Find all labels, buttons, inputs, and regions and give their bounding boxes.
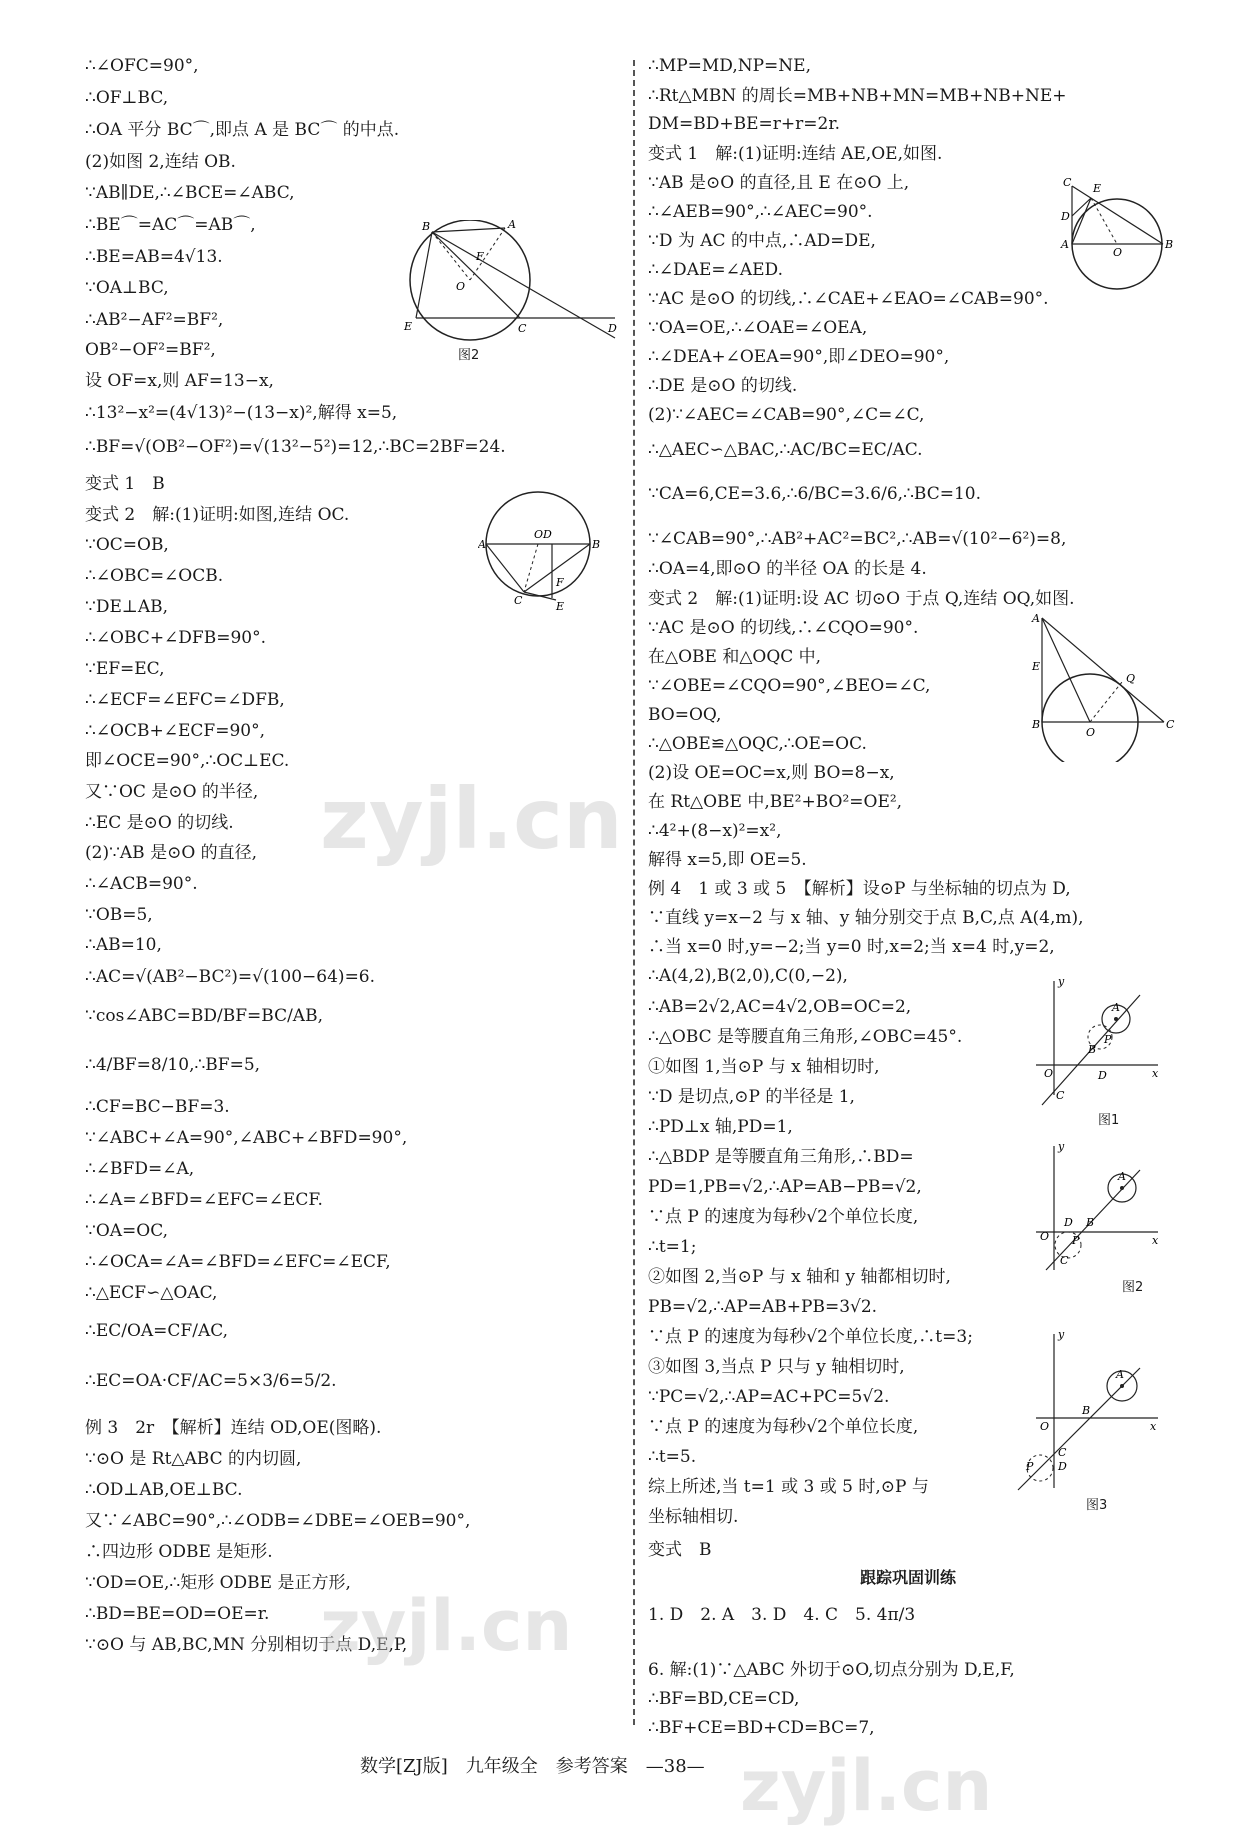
svg-text:A: A [478,538,486,551]
text-line: ∴∠OBC=∠OCB. [85,566,224,586]
svg-text:OD: OD [534,528,552,541]
graph-2 [1030,1140,1160,1295]
text-line: 在△OBE 和△OQC 中, [648,647,822,667]
text-line: (2)设 OE=OC=x,则 BO=8−x, [648,763,895,783]
svg-text:B: B [422,220,431,233]
figure-caption: 图2 [458,348,480,363]
text-line: ∴当 x=0 时,y=−2;当 y=0 时,x=2;当 x=4 时,y=2, [648,937,1055,957]
text-line: 在 Rt△OBE 中,BE²+BO²=OE², [648,792,903,812]
svg-text:O: O [1086,726,1096,739]
graph-caption: 图1 [1098,1113,1120,1128]
text-line: ∴AC=√(AB²−BC²)=√(100−64)=6. [85,967,376,987]
text-line: ∵AC 是⊙O 的切线,∴∠CAE+∠EAO=∠CAB=90°. [648,289,1049,309]
text-line: 变式 1 B [85,474,165,494]
text-line: ∴MP=MD,NP=NE, [648,56,811,76]
text-line: ∴BF=BD,CE=CD, [648,1689,800,1709]
watermark: zyjl.cn [320,770,623,868]
svg-text:P: P [1026,1460,1034,1473]
text-line: ∵CA=6,CE=3.6,∴6/BC=3.6/6,∴BC=10. [648,484,981,504]
text-line: ∵AC 是⊙O 的切线,∴∠CQO=90°. [648,618,919,638]
text-line: (2)∵AB 是⊙O 的直径, [85,843,258,863]
graph-1 [1030,975,1160,1128]
svg-text:D: D [608,322,617,335]
svg-text:C: C [1056,1089,1065,1102]
figure-circle-tangent-2 [478,488,608,618]
text-line: ∴BF=√(OB²−OF²)=√(13²−5²)=12,∴BC=2BF=24. [85,437,506,457]
svg-text:B: B [1165,238,1174,251]
text-line: ∴BE⌒=AC⌒=AB⌒, [85,215,256,235]
text-line: 又∵OC 是⊙O 的半径, [85,782,259,802]
text-line: ∵AB 是⊙O 的直径,且 E 在⊙O 上, [648,173,910,193]
watermark: zyjl.cn [740,1745,993,1827]
text-line: ③如图 3,当点 P 只与 y 轴相切时, [648,1357,905,1377]
text-line: ∴∠ECF=∠EFC=∠DFB, [85,690,285,710]
text-line: ∴4²+(8−x)²=x², [648,821,782,841]
svg-text:A: A [508,220,516,231]
text-line: ∵OC=OB, [85,535,169,555]
text-line: 即∠OCE=90°,∴OC⊥EC. [85,751,290,771]
text-line: ∴OD⊥AB,OE⊥BC. [85,1480,243,1500]
text-line: ∵cos∠ABC=BD/BF=BC/AB, [85,1006,323,1026]
text-line: 设 OF=x,则 AF=13−x, [85,371,274,391]
text-line: 坐标轴相切. [648,1507,739,1527]
svg-text:A: A [1118,1170,1126,1183]
text-line: ∴t=5. [648,1447,697,1467]
text-line: ∵点 P 的速度为每秒√2个单位长度, [648,1207,919,1227]
text-line: ∴∠OCB+∠ECF=90°, [85,721,265,741]
text-line: ∴△ECF∽△OAC, [85,1283,218,1303]
text-line: ∵⊙O 与 AB,BC,MN 分别相切于点 D,E,P, [85,1635,408,1655]
svg-text:y: y [1058,975,1065,988]
svg-text:x: x [1152,1067,1159,1080]
text-line: ∴OA=4,即⊙O 的半径 OA 的长是 4. [648,559,927,579]
text-line: ∴AB=10, [85,935,162,955]
text-line: ∵OD=OE,∴矩形 ODBE 是正方形, [85,1573,351,1593]
svg-text:x: x [1150,1420,1157,1433]
text-line: 又∵∠ABC=90°,∴∠ODB=∠DBE=∠OEB=90°, [85,1511,471,1531]
text-line: ∴∠DAE=∠AED. [648,260,783,280]
text-line: (2)如图 2,连结 OB. [85,152,236,172]
text-line: ∵点 P 的速度为每秒√2个单位长度,∴t=3; [648,1327,973,1347]
text-line: 变式 1 解:(1)证明:连结 AE,OE,如图. [648,144,943,164]
text-line: ∵⊙O 是 Rt△ABC 的内切圆, [85,1449,302,1469]
text-line: ∴t=1; [648,1237,697,1257]
text-line: OB²−OF²=BF², [85,340,216,360]
figure-circle-tangent-4 [1030,612,1180,762]
text-line: ∴△AEC∽△BAC,∴AC/BC=EC/AC. [648,440,923,460]
svg-text:A: A [1032,612,1040,625]
text-line: ∴13²−x²=(4√13)²−(13−x)²,解得 x=5, [85,403,398,423]
text-line: ∴BD=BE=OD=OE=r. [85,1604,270,1624]
text-line: 综上所述,当 t=1 或 3 或 5 时,⊙P 与 [648,1477,929,1497]
text-line: ∵OA=OC, [85,1221,169,1241]
text-line: 解得 x=5,即 OE=5. [648,850,807,870]
text-line: ∴AB²−AF²=BF², [85,310,224,330]
text-line: PD=1,PB=√2,∴AP=AB−PB=√2, [648,1177,922,1197]
svg-text:C: C [1166,718,1175,731]
text-line: ∵点 P 的速度为每秒√2个单位长度, [648,1417,919,1437]
text-line: ∴△OBC 是等腰直角三角形,∠OBC=45°. [648,1027,963,1047]
text-line: ∵D 为 AC 的中点,∴AD=DE, [648,231,876,251]
text-line: ∴CF=BC−BF=3. [85,1097,230,1117]
text-line: ∴EC 是⊙O 的切线. [85,813,234,833]
text-line: ∵∠ABC+∠A=90°,∠ABC+∠BFD=90°, [85,1128,408,1148]
text-line: ∵EF=EC, [85,659,165,679]
graph-caption: 图3 [1086,1498,1108,1513]
svg-text:O: O [1044,1067,1054,1080]
figure-circle-tangent-1 [400,220,620,363]
text-line: ∴4/BF=8/10,∴BF=5, [85,1055,261,1075]
svg-text:D: D [1064,1216,1073,1229]
text-line: ∴△BDP 是等腰直角三角形,∴BD= [648,1147,914,1167]
svg-text:C: C [1063,178,1072,189]
text-line: ∴△OBE≌△OQC,∴OE=OC. [648,734,867,754]
graph-3 [1010,1328,1160,1513]
text-line: DM=BD+BE=r+r=2r. [648,114,841,134]
text-line: ∴∠ACB=90°. [85,874,198,894]
text-line: ∴BF+CE=BD+CD=BC=7, [648,1718,875,1738]
text-line: ∵AB∥DE,∴∠BCE=∠ABC, [85,183,295,203]
text-line: ∴A(4,2),B(2,0),C(0,−2), [648,966,848,986]
svg-text:F: F [476,250,484,263]
svg-text:B: B [1088,1043,1097,1056]
text-line: ∴BE=AB=4√13. [85,247,223,267]
text-line: ∴OA 平分 BC⌒,即点 A 是 BC⌒ 的中点. [85,120,400,140]
text-line: 1. D 2. A 3. D 4. C 5. 4π/3 [648,1605,916,1625]
text-line: ∴∠DEA+∠OEA=90°,即∠DEO=90°, [648,347,950,367]
svg-text:P: P [1072,1234,1080,1247]
page-footer: 数学[ZJ版] 九年级全 参考答案 —38— [360,1756,705,1777]
svg-text:D: D [1098,1069,1107,1082]
text-line: ∴EC/OA=CF/AC, [85,1321,229,1341]
svg-text:Q: Q [1126,672,1136,685]
text-line: ∴PD⊥x 轴,PD=1, [648,1117,793,1137]
text-line: ∴Rt△MBN 的周长=MB+NB+MN=MB+NB+NE+ [648,86,1067,106]
text-line: ∵PC=√2,∴AP=AC+PC=5√2. [648,1387,890,1407]
svg-text:C: C [1060,1254,1069,1267]
svg-text:B: B [592,538,601,551]
section-title: 跟踪巩固训练 [860,1568,957,1587]
svg-text:F: F [556,576,564,589]
text-line: 变式 B [648,1540,712,1560]
text-line: ∴∠AEB=90°,∴∠AEC=90°. [648,202,873,222]
svg-text:C: C [514,594,523,607]
svg-text:y: y [1058,1140,1065,1153]
text-line: ∴∠OFC=90°, [85,56,199,76]
svg-text:O: O [1113,246,1123,259]
text-line: (2)∵∠AEC=∠CAB=90°,∠C=∠C, [648,405,925,425]
svg-text:A: A [1112,1001,1120,1014]
svg-text:B: B [1082,1404,1091,1417]
svg-text:B: B [1086,1216,1095,1229]
svg-text:D: D [1058,1460,1067,1473]
text-line: ∴EC=OA·CF/AC=5×3/6=5/2. [85,1371,337,1391]
graph-caption: 图2 [1122,1280,1144,1295]
text-line: ∵直线 y=x−2 与 x 轴、y 轴分别交于点 B,C,点 A(4,m), [648,908,1084,928]
text-line: BO=OQ, [648,705,722,725]
text-line: ②如图 2,当⊙P 与 x 轴和 y 轴都相切时, [648,1267,951,1287]
text-line: ∴∠A=∠BFD=∠EFC=∠ECF. [85,1190,323,1210]
text-line: ∴∠BFD=∠A, [85,1159,195,1179]
svg-text:O: O [1040,1230,1050,1243]
figure-circle-tangent-3 [1055,178,1175,293]
text-line: 变式 2 解:(1)证明:如图,连结 OC. [85,505,350,525]
svg-text:E: E [1093,182,1102,195]
text-line: ∴DE 是⊙O 的切线. [648,376,798,396]
text-line: ∵DE⊥AB, [85,597,169,617]
svg-text:E: E [556,600,565,613]
svg-text:O: O [1040,1420,1050,1433]
text-line: ∴四边形 ODBE 是矩形. [85,1542,273,1562]
svg-text:y: y [1058,1328,1065,1341]
column-divider [633,60,635,1725]
text-line: 例 4 1 或 3 或 5 【解析】设⊙P 与坐标轴的切点为 D, [648,879,1071,899]
watermark: zyjl.cn [320,1585,573,1667]
svg-text:E: E [404,320,413,333]
text-line: ∴∠OBC+∠DFB=90°. [85,628,266,648]
svg-text:P: P [1104,1033,1112,1046]
svg-text:A: A [1116,1368,1124,1381]
text-line: ∵OB=5, [85,905,153,925]
text-line: 6. 解:(1)∵△ABC 外切于⊙O,切点分别为 D,E,F, [648,1660,1015,1680]
svg-text:x: x [1152,1234,1159,1247]
text-line: ∴∠OCA=∠A=∠BFD=∠EFC=∠ECF, [85,1252,391,1272]
text-line: 例 3 2r 【解析】连结 OD,OE(图略). [85,1418,382,1438]
text-line: ∵D 是切点,⊙P 的半径是 1, [648,1087,855,1107]
text-line: PB=√2,∴AP=AB+PB=3√2. [648,1297,878,1317]
text-line: ∵∠OBE=∠CQO=90°,∠BEO=∠C, [648,676,931,696]
svg-text:E: E [1032,660,1041,673]
svg-text:A: A [1061,238,1069,251]
text-line: ∵OA=OE,∴∠OAE=∠OEA, [648,318,868,338]
svg-text:C: C [1058,1446,1067,1459]
svg-text:C: C [518,322,527,335]
text-line: ∵OA⊥BC, [85,278,169,298]
text-line: ∴AB=2√2,AC=4√2,OB=OC=2, [648,997,912,1017]
text-line: 变式 2 解:(1)证明:设 AC 切⊙O 于点 Q,连结 OQ,如图. [648,589,1075,609]
svg-text:B: B [1032,718,1041,731]
svg-text:O: O [456,280,466,293]
text-line: ①如图 1,当⊙P 与 x 轴相切时, [648,1057,880,1077]
text-line: ∵∠CAB=90°,∴AB²+AC²=BC²,∴AB=√(10²−6²)=8, [648,529,1067,549]
svg-text:D: D [1061,210,1070,223]
text-line: ∴OF⊥BC, [85,88,169,108]
